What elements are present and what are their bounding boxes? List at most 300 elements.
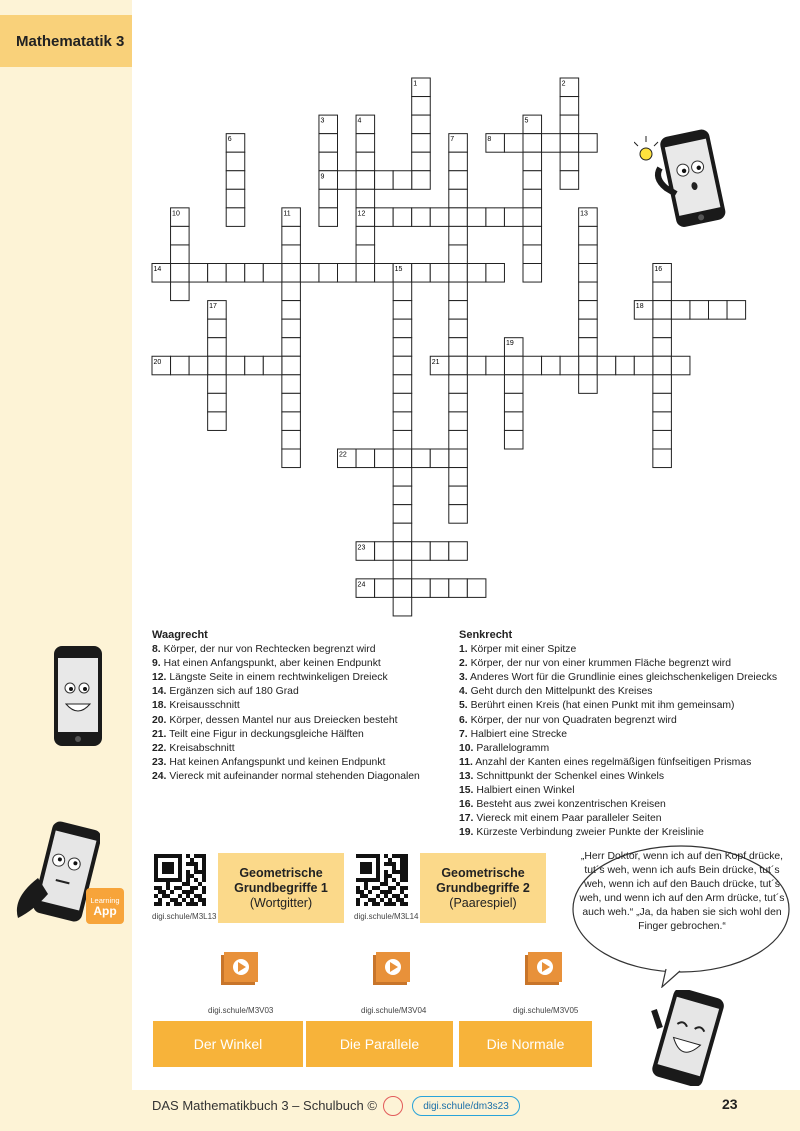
- clue-number: 3.: [459, 672, 468, 684]
- video-caption: digi.schule/M3V04: [361, 1006, 427, 1015]
- cell-number: 21: [431, 358, 440, 366]
- clue-text: Körper, der nur von Quadraten begrenzt wird: [470, 714, 677, 726]
- crossword-cell[interactable]: [560, 171, 579, 190]
- clue-item: [459, 812, 777, 826]
- crossword-cell[interactable]: [393, 579, 412, 598]
- cell-number: 24: [357, 581, 366, 589]
- crossword-cell[interactable]: [653, 301, 672, 320]
- clue-item: [459, 643, 777, 657]
- learning-app-link-1[interactable]: [218, 853, 344, 923]
- crossword-cell[interactable]: [356, 189, 375, 208]
- clue-text: Parallelogramm: [476, 742, 550, 754]
- crossword-cell[interactable]: [653, 338, 672, 357]
- crossword-cell[interactable]: [504, 375, 523, 394]
- video-caption: digi.schule/M3V05: [513, 1006, 579, 1015]
- crossword-cell[interactable]: [653, 412, 672, 431]
- crossword-cell[interactable]: [375, 579, 394, 598]
- crossword-cell[interactable]: [282, 245, 301, 264]
- clue-text: Schnittpunkt der Schenkel eines Winkels: [476, 770, 665, 782]
- crossword-cell[interactable]: [189, 356, 208, 375]
- crossword-cell[interactable]: [523, 245, 542, 264]
- crossword-cell[interactable]: [356, 226, 375, 245]
- crossword-cell[interactable]: [412, 171, 431, 190]
- crossword-cell[interactable]: [430, 449, 449, 468]
- clue-item: [459, 826, 777, 840]
- video-icon[interactable]: [373, 952, 411, 986]
- crossword-cell[interactable]: [171, 282, 190, 301]
- crossword-cell[interactable]: [504, 356, 523, 375]
- crossword-cell[interactable]: [226, 356, 245, 375]
- crossword-cell[interactable]: [375, 208, 394, 227]
- clue-text: Kürzeste Verbindung zweier Punkte der Kreislinie: [476, 827, 704, 839]
- crossword-cell[interactable]: [208, 264, 227, 283]
- cell-number: 10: [172, 210, 180, 218]
- crossword-cell[interactable]: [393, 301, 412, 320]
- footer-link[interactable]: digi.schule/dm3s23: [412, 1096, 520, 1116]
- crossword-cell[interactable]: [709, 301, 728, 320]
- crossword-cell[interactable]: [245, 356, 264, 375]
- crossword-cell[interactable]: [579, 338, 598, 357]
- crossword-cell[interactable]: [449, 430, 468, 449]
- cell-number: 22: [339, 451, 347, 459]
- video-caption: digi.schule/M3V03: [208, 1006, 274, 1015]
- crossword-cell[interactable]: [560, 97, 579, 116]
- cell-number: 16: [654, 266, 663, 273]
- crossword-cell[interactable]: [449, 264, 468, 283]
- crossword-cell[interactable]: [560, 152, 579, 171]
- clue-number: 8.: [152, 644, 161, 656]
- crossword-cell[interactable]: [393, 412, 412, 431]
- crossword-cell[interactable]: [449, 301, 468, 320]
- clue-item: [459, 742, 777, 756]
- crossword-cell[interactable]: [393, 338, 412, 357]
- down-clues: [459, 628, 777, 840]
- crossword-cell[interactable]: [579, 356, 598, 375]
- crossword-cell[interactable]: [449, 171, 468, 190]
- crossword-cell[interactable]: [523, 356, 542, 375]
- clue-text: Körper mit einer Spitze: [470, 644, 577, 656]
- crossword-cell[interactable]: [634, 356, 653, 375]
- crossword-cell[interactable]: [579, 282, 598, 301]
- crossword-cell[interactable]: [245, 264, 264, 283]
- clue-number: 21.: [152, 728, 167, 740]
- video-icon[interactable]: [221, 952, 259, 986]
- crossword-cell[interactable]: [356, 264, 375, 283]
- clue-number: 9.: [152, 658, 161, 670]
- crossword-cell[interactable]: [208, 393, 227, 412]
- crossword-cell[interactable]: [393, 319, 412, 338]
- crossword-cell[interactable]: [300, 264, 319, 283]
- crossword-cell[interactable]: [671, 356, 690, 375]
- crossword-cell[interactable]: [282, 412, 301, 431]
- crossword-cell[interactable]: [375, 264, 394, 283]
- clue-item: [152, 728, 420, 742]
- learning-app-line1: Learning: [90, 895, 120, 905]
- down-heading: Senkrecht: [459, 629, 513, 641]
- crossword-cell[interactable]: [579, 301, 598, 320]
- crossword-cell[interactable]: [727, 301, 746, 320]
- clue-item: [459, 714, 777, 728]
- clue-item: [459, 685, 777, 699]
- crossword-cell[interactable]: [226, 171, 245, 190]
- crossword-cell[interactable]: [412, 579, 431, 598]
- clue-text: Längste Seite in einem rechtwinkeligen Dreieck: [169, 672, 388, 684]
- crossword-cell[interactable]: [412, 97, 431, 116]
- joke-text: „Herr Doktor, wenn ich auf den Kopf drücke, tut´s weh, wenn ich aufs Bein drücke, tut´s weh, wenn ich auf den Bauch drücke, tut´s weh, und wenn ich auf den Arm drücke, tut´s auch weh.“ „Ja, da haben sie sich wohl den Finger gebrochen.“: [579, 851, 785, 933]
- clue-item: [459, 671, 777, 685]
- crossword-cell[interactable]: [449, 226, 468, 245]
- clue-text: Körper, dessen Mantel nur aus Dreiecken besteht: [169, 714, 398, 726]
- crossword-cell[interactable]: [393, 597, 412, 616]
- crossword-cell[interactable]: [171, 356, 190, 375]
- crossword-cell[interactable]: [208, 319, 227, 338]
- clue-number: 5.: [459, 700, 468, 712]
- clue-text: Anzahl der Kanten eines regelmäßigen fünfseitigen Prismas: [475, 756, 752, 768]
- crossword-cell[interactable]: [579, 319, 598, 338]
- cell-number: 14: [153, 266, 162, 273]
- crossword-cell[interactable]: [449, 189, 468, 208]
- across-clues: [152, 628, 420, 784]
- page-number: 23: [722, 1096, 738, 1112]
- clue-item: [152, 643, 420, 657]
- crossword-cell[interactable]: [412, 264, 431, 283]
- clue-text: Viereck mit aufeinander normal stehenden Diagonalen: [169, 770, 420, 782]
- crossword-cell[interactable]: [523, 189, 542, 208]
- crossword-cell[interactable]: [504, 393, 523, 412]
- clue-item: [152, 699, 420, 713]
- crossword-cell[interactable]: [560, 115, 579, 134]
- crossword-cell[interactable]: [504, 412, 523, 431]
- clue-text: Berührt einen Kreis (hat einen Punkt mit ihm gemeinsam): [470, 700, 735, 712]
- clue-number: 16.: [459, 799, 474, 811]
- clue-number: 22.: [152, 742, 167, 754]
- crossword-cell[interactable]: [523, 134, 542, 153]
- crossword-cell[interactable]: [393, 393, 412, 412]
- cell-number: 13: [580, 210, 588, 218]
- crossword-cell[interactable]: [542, 356, 561, 375]
- crossword-cell[interactable]: [208, 356, 227, 375]
- crossword-cell[interactable]: [282, 375, 301, 394]
- clue-number: 6.: [459, 714, 468, 726]
- clue-item: [152, 770, 420, 784]
- crossword-cell[interactable]: [579, 245, 598, 264]
- clue-text: Teilt eine Figur in deckungsgleiche Hälften: [169, 728, 364, 740]
- crossword-cell[interactable]: [282, 282, 301, 301]
- cell-number: 4: [357, 117, 362, 125]
- crossword-cell[interactable]: [504, 208, 523, 227]
- crossword-cell[interactable]: [282, 226, 301, 245]
- crossword-cell[interactable]: [356, 245, 375, 264]
- crossword-cell[interactable]: [282, 338, 301, 357]
- clue-text: Anderes Wort für die Grundlinie eines gleichschenkeligen Dreiecks: [470, 672, 778, 684]
- crossword-cell[interactable]: [393, 430, 412, 449]
- crossword-cell[interactable]: [467, 356, 486, 375]
- crossword-cell[interactable]: [690, 301, 709, 320]
- clue-number: 12.: [152, 672, 167, 684]
- clue-item: [459, 657, 777, 671]
- crossword-cell[interactable]: [449, 338, 468, 357]
- cell-number: 5: [524, 117, 529, 125]
- crossword-cell[interactable]: [467, 579, 486, 598]
- crossword-cell[interactable]: [356, 449, 375, 468]
- crossword-cell[interactable]: [449, 152, 468, 171]
- crossword-cell[interactable]: [171, 226, 190, 245]
- clue-text: Ergänzen sich auf 180 Grad: [169, 686, 299, 698]
- crossword-cell[interactable]: [523, 208, 542, 227]
- crossword-cell[interactable]: [449, 393, 468, 412]
- video-icon[interactable]: [525, 952, 563, 986]
- crossword-cell[interactable]: [226, 189, 245, 208]
- cell-number: 1: [413, 80, 418, 88]
- clue-item: [459, 728, 777, 742]
- crossword-cell[interactable]: [208, 338, 227, 357]
- clue-item: [459, 784, 777, 798]
- crossword-cell[interactable]: [356, 171, 375, 190]
- crossword-cell[interactable]: [449, 468, 468, 487]
- clue-item: [459, 699, 777, 713]
- crossword-cell[interactable]: [189, 264, 208, 283]
- video-button[interactable]: Der Winkel: [153, 1021, 303, 1067]
- crossword-cell[interactable]: [226, 264, 245, 283]
- crossword-cell[interactable]: [412, 115, 431, 134]
- crossword-cell[interactable]: [653, 319, 672, 338]
- crossword-cell[interactable]: [375, 171, 394, 190]
- topic-subtitle: (Paarespiel): [449, 895, 517, 910]
- clue-text: Hat einen Anfangspunkt, aber keinen Endpunkt: [163, 658, 381, 670]
- crossword-cell[interactable]: [393, 523, 412, 542]
- cell-number: 15: [394, 266, 403, 273]
- qr-code-icon[interactable]: [356, 854, 408, 906]
- crossword-cell[interactable]: [430, 264, 449, 283]
- crossword-cell[interactable]: [579, 134, 598, 153]
- crossword-cell[interactable]: [319, 208, 338, 227]
- cell-number: 23: [357, 544, 366, 552]
- crossword-cell[interactable]: [653, 282, 672, 301]
- learning-app-badge[interactable]: [86, 888, 124, 924]
- crossword-cell[interactable]: [393, 468, 412, 487]
- clue-text: Kreisabschnitt: [169, 742, 235, 754]
- clue-item: [459, 756, 777, 770]
- cell-number: 9: [320, 173, 325, 181]
- clue-number: 13.: [459, 770, 474, 782]
- crossword-cell[interactable]: [393, 282, 412, 301]
- topic-subtitle: (Wortgitter): [249, 895, 313, 910]
- cell-number: 3: [320, 117, 325, 125]
- crossword-cell[interactable]: [263, 356, 282, 375]
- clue-item: [459, 770, 777, 784]
- crossword-cell[interactable]: [282, 319, 301, 338]
- crossword-cell[interactable]: [319, 134, 338, 153]
- crossword-cell[interactable]: [393, 505, 412, 524]
- crossword-cell[interactable]: [449, 486, 468, 505]
- clue-number: 11.: [459, 756, 473, 768]
- crossword-cell[interactable]: [393, 560, 412, 579]
- crossword-cell[interactable]: [393, 449, 412, 468]
- laughing-phone-character: [640, 990, 730, 1086]
- crossword-cell[interactable]: [226, 152, 245, 171]
- crossword-cell[interactable]: [504, 430, 523, 449]
- crossword-cell[interactable]: [653, 393, 672, 412]
- crossword-cell[interactable]: [560, 134, 579, 153]
- learning-app-line2: App: [93, 903, 117, 918]
- qr-caption: digi.schule/M3L14: [354, 912, 419, 921]
- clue-text: Besteht aus zwei konzentrischen Kreisen: [476, 799, 666, 811]
- crossword-cell[interactable]: [449, 375, 468, 394]
- crossword-cell[interactable]: [412, 134, 431, 153]
- topic-title: Geometrische Grundbegriffe 1: [234, 865, 328, 895]
- video-button[interactable]: Die Parallele: [306, 1021, 453, 1067]
- clue-number: 24.: [152, 770, 167, 782]
- crossword-cell[interactable]: [338, 171, 357, 190]
- topic-title: Geometrische Grundbegriffe 2: [436, 865, 530, 895]
- crossword-cell[interactable]: [375, 542, 394, 561]
- cell-number: 17: [209, 303, 217, 311]
- crossword-cell[interactable]: [282, 449, 301, 468]
- crossword-cell[interactable]: [449, 282, 468, 301]
- cell-number: 2: [561, 80, 566, 88]
- clue-number: 19.: [459, 827, 474, 839]
- crossword-cell[interactable]: [449, 579, 468, 598]
- publisher-seal-icon: [383, 1096, 403, 1116]
- crossword-cell[interactable]: [449, 542, 468, 561]
- clue-number: 18.: [152, 700, 167, 712]
- crossword-cell[interactable]: [282, 430, 301, 449]
- crossword-cell[interactable]: [171, 264, 190, 283]
- crossword-cell[interactable]: [579, 375, 598, 394]
- crossword-cell[interactable]: [263, 264, 282, 283]
- crossword-cell[interactable]: [430, 579, 449, 598]
- clue-text: Halbiert eine Strecke: [470, 728, 568, 740]
- crossword-cell[interactable]: [356, 134, 375, 153]
- crossword-cell[interactable]: [375, 449, 394, 468]
- clue-number: 10.: [459, 742, 474, 754]
- crossword-cell[interactable]: [282, 301, 301, 320]
- crossword-cell[interactable]: [171, 245, 190, 264]
- crossword-cell[interactable]: [412, 449, 431, 468]
- clue-text: Körper, der nur von Rechtecken begrenzt wird: [163, 644, 376, 656]
- qr-caption: digi.schule/M3L13: [152, 912, 217, 921]
- crossword-cell[interactable]: [449, 412, 468, 431]
- clue-item: [152, 657, 420, 671]
- clue-number: 7.: [459, 728, 468, 740]
- clue-number: 23.: [152, 756, 167, 768]
- crossword-cell[interactable]: [616, 356, 635, 375]
- qr-code-icon[interactable]: [154, 854, 206, 906]
- clue-item: [459, 798, 777, 812]
- crossword-cell[interactable]: [449, 356, 468, 375]
- crossword-cell[interactable]: [393, 356, 412, 375]
- crossword-cell[interactable]: [393, 486, 412, 505]
- crossword-cell[interactable]: [356, 152, 375, 171]
- cell-number: 12: [357, 210, 366, 218]
- crossword-cell[interactable]: [449, 245, 468, 264]
- crossword-cell[interactable]: [393, 375, 412, 394]
- clue-text: Körper, der nur von einer krummen Fläche begrenzt wird: [470, 658, 732, 670]
- crossword-cell[interactable]: [412, 208, 431, 227]
- crossword-cell[interactable]: [282, 393, 301, 412]
- cell-number: 8: [487, 136, 492, 144]
- footer-text: DAS Mathematikbuch 3 – Schulbuch ©: [152, 1098, 377, 1113]
- crossword-cell[interactable]: [579, 226, 598, 245]
- crossword-cell[interactable]: [653, 430, 672, 449]
- crossword-cell[interactable]: [523, 152, 542, 171]
- crossword-cell[interactable]: [449, 505, 468, 524]
- crossword-cell[interactable]: [523, 264, 542, 283]
- learning-app-link-2[interactable]: [420, 853, 546, 923]
- crossword-cell[interactable]: [449, 208, 468, 227]
- cell-number: 6: [227, 136, 232, 144]
- clue-number: 2.: [459, 658, 468, 670]
- crossword-cell[interactable]: [282, 264, 301, 283]
- crossword-cell[interactable]: [523, 226, 542, 245]
- clue-text: Geht durch den Mittelpunkt des Kreises: [470, 686, 653, 698]
- subject-title: Mathematatik 3: [16, 32, 125, 50]
- crossword-cell[interactable]: [412, 152, 431, 171]
- clue-text: Hat keinen Anfangspunkt und keinen Endpunkt: [169, 756, 386, 768]
- crossword-cell[interactable]: [393, 208, 412, 227]
- clue-item: [152, 714, 420, 728]
- thinking-phone-character: [634, 124, 734, 234]
- crossword-cell[interactable]: [412, 542, 431, 561]
- clue-text: Kreisausschnitt: [169, 700, 240, 712]
- cell-number: 18: [635, 303, 644, 311]
- crossword-cell[interactable]: [282, 356, 301, 375]
- crossword-cell[interactable]: [486, 356, 505, 375]
- crossword-cell[interactable]: [319, 152, 338, 171]
- clue-item: [152, 685, 420, 699]
- crossword-cell[interactable]: [208, 375, 227, 394]
- crossword-cell[interactable]: [671, 301, 690, 320]
- clue-number: 4.: [459, 686, 468, 698]
- clue-item: [152, 671, 420, 685]
- crossword-cell[interactable]: [319, 189, 338, 208]
- crossword-cell[interactable]: [430, 542, 449, 561]
- crossword-cell[interactable]: [226, 208, 245, 227]
- cell-number: 11: [283, 210, 291, 218]
- crossword-cell[interactable]: [542, 134, 561, 153]
- crossword-cell[interactable]: [430, 208, 449, 227]
- crossword-cell[interactable]: [319, 264, 338, 283]
- crossword-cell[interactable]: [208, 412, 227, 431]
- crossword-cell[interactable]: [653, 356, 672, 375]
- crossword-cell[interactable]: [579, 264, 598, 283]
- clue-text: Halbiert einen Winkel: [476, 785, 575, 797]
- crossword-cell[interactable]: [449, 449, 468, 468]
- video-button[interactable]: Die Normale: [459, 1021, 592, 1067]
- crossword-cell[interactable]: [523, 171, 542, 190]
- crossword-cell[interactable]: [486, 264, 505, 283]
- crossword-cell[interactable]: [467, 264, 486, 283]
- clue-number: 14.: [152, 686, 167, 698]
- clue-number: 1.: [459, 644, 468, 656]
- crossword-cell[interactable]: [393, 542, 412, 561]
- crossword-cell[interactable]: [504, 134, 523, 153]
- cell-number: 20: [153, 358, 162, 366]
- crossword-cell[interactable]: [486, 208, 505, 227]
- crossword-cell[interactable]: [449, 319, 468, 338]
- crossword-cell[interactable]: [560, 356, 579, 375]
- across-heading: Waagrecht: [152, 629, 208, 641]
- crossword-cell[interactable]: [393, 171, 412, 190]
- smiling-phone-character: [52, 644, 104, 748]
- crossword-cell[interactable]: [653, 449, 672, 468]
- clue-item: [152, 756, 420, 770]
- crossword-cell[interactable]: [597, 356, 616, 375]
- crossword-cell[interactable]: [467, 208, 486, 227]
- crossword-cell[interactable]: [338, 264, 357, 283]
- clue-item: [152, 742, 420, 756]
- crossword-cell[interactable]: [653, 375, 672, 394]
